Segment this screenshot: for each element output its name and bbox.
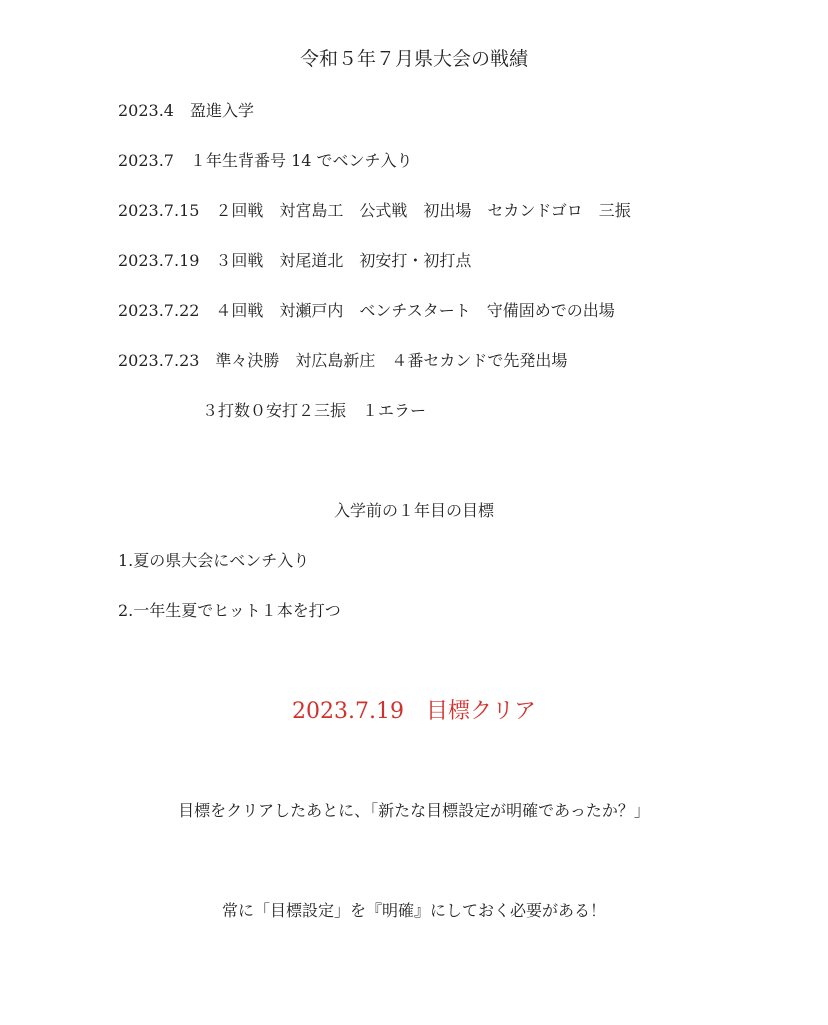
record-line-5: 2023.7.22 ４回戦 対瀬戸内 ベンチスタート 守備固めでの出場 xyxy=(118,301,615,320)
record-line-3: 2023.7.15 ２回戦 対宮島工 公式戦 初出場 セカンドゴロ 三振 xyxy=(118,201,631,220)
page-title: 令和５年７月県大会の戦績 xyxy=(299,48,528,70)
record-line-1: 2023.4 盈進入学 xyxy=(118,101,254,120)
goal-item-1: 1.夏の県大会にベンチ入り xyxy=(118,551,310,570)
goal-item-2: 2.一年生夏でヒット１本を打つ xyxy=(118,601,341,620)
goal-cleared-highlight: 2023.7.19 目標クリア xyxy=(292,699,536,724)
record-detail: ３打数０安打２三振 １エラー xyxy=(202,401,427,420)
reflection-text: 目標をクリアしたあとに、「新たな目標設定が明確であったか？」 xyxy=(178,801,650,820)
conclusion-text: 常に「目標設定」を『明確』にしておく必要がある！ xyxy=(221,901,606,920)
record-line-2: 2023.7 １年生背番号 14 でベンチ入り xyxy=(118,151,413,170)
record-line-4: 2023.7.19 ３回戦 対尾道北 初安打・初打点 xyxy=(118,251,472,270)
record-line-6: 2023.7.23 準々決勝 対広島新庄 ４番セカンドで先発出場 xyxy=(118,351,568,370)
goals-heading: 入学前の１年目の目標 xyxy=(333,501,494,520)
